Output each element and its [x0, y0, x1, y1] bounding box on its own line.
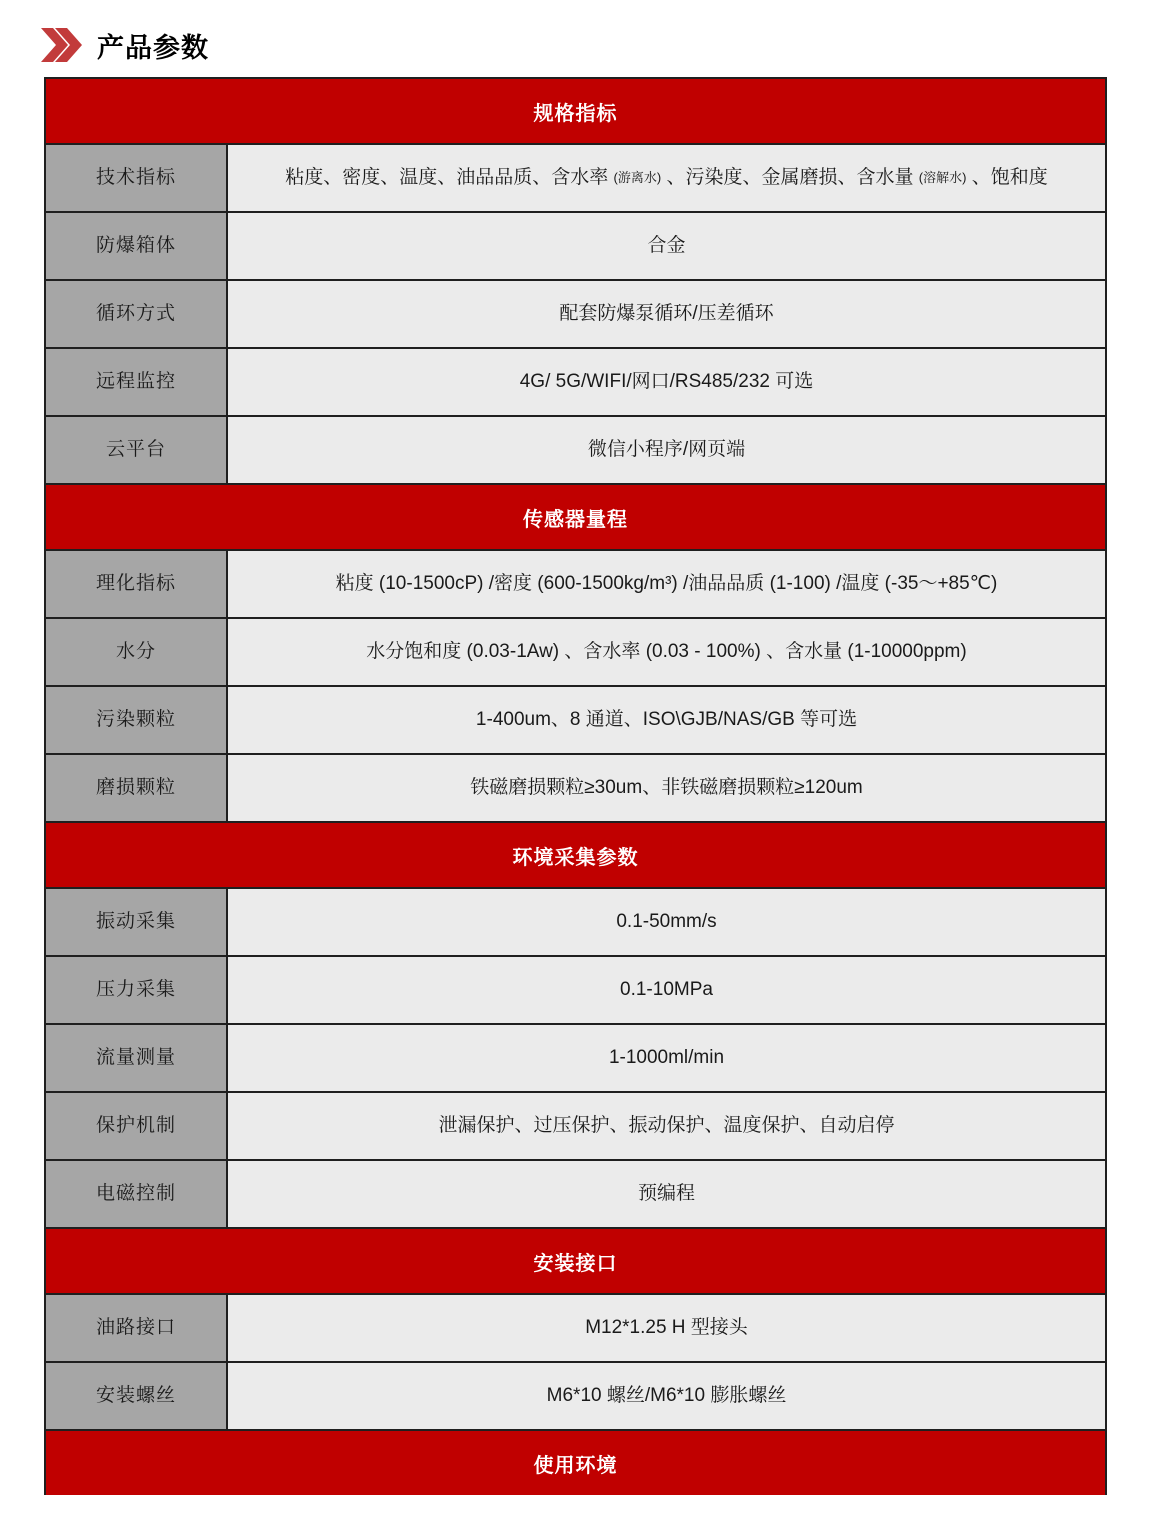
row-label: 电磁控制 — [46, 1161, 228, 1227]
row-label: 污染颗粒 — [46, 687, 228, 753]
table-row — [46, 753, 1105, 821]
double-chevron-right-icon — [40, 27, 82, 63]
section-header-label: 传感器量程 — [523, 508, 628, 531]
row-value: 1-400um、8 通道、ISO\GJB/NAS/GB 等可选 — [228, 687, 1105, 753]
row-value: 粘度 (10-1500cP) /密度 (600-1500kg/m³) /油品品质 (1-100) /温度 (-35～+85℃) — [228, 551, 1105, 617]
page-title: 产品参数 — [97, 32, 209, 63]
table-row — [46, 549, 1105, 617]
row-value: 1-1000ml/min — [228, 1025, 1105, 1091]
table-row — [46, 279, 1105, 347]
section-header-label: 安装接口 — [533, 1252, 618, 1275]
row-value: 0.1-10MPa — [228, 957, 1105, 1023]
row-value: 微信小程序/网页端 — [228, 417, 1105, 483]
row-label: 振动采集 — [46, 889, 228, 955]
page-header — [40, 26, 1149, 64]
row-label: 压力采集 — [46, 957, 228, 1023]
table-row — [46, 887, 1105, 955]
table-row — [46, 1023, 1105, 1091]
row-label: 循环方式 — [46, 281, 228, 347]
row-value-segment: 、饱和度 — [966, 167, 1048, 189]
row-value: 合金 — [228, 213, 1105, 279]
row-label: 油路接口 — [46, 1295, 228, 1361]
row-label: 磨损颗粒 — [46, 755, 228, 821]
table-row — [46, 955, 1105, 1023]
section-header-label: 规格指标 — [533, 102, 618, 125]
row-label: 水分 — [46, 619, 228, 685]
row-value-segment: 粘度、密度、温度、油品品质、含水率 — [285, 167, 614, 189]
row-label: 远程监控 — [46, 349, 228, 415]
table-row — [46, 685, 1105, 753]
row-label: 流量测量 — [46, 1025, 228, 1091]
row-label: 云平台 — [46, 417, 228, 483]
table-row — [46, 1293, 1105, 1361]
row-label: 技术指标 — [46, 145, 228, 211]
row-value: 预编程 — [228, 1161, 1105, 1227]
table-row — [46, 1361, 1105, 1429]
section-header — [46, 1227, 1105, 1293]
row-label: 理化指标 — [46, 551, 228, 617]
row-label: 防爆箱体 — [46, 213, 228, 279]
row-value-segment: 、污染度、金属磨损、含水量 — [661, 167, 919, 189]
table-row — [46, 143, 1105, 211]
table-row — [46, 211, 1105, 279]
row-value: M12*1.25 H 型接头 — [228, 1295, 1105, 1361]
row-value-small-segment: (溶解水) — [918, 170, 967, 186]
row-value-small-segment: (游离水) — [613, 170, 662, 186]
section-header — [46, 79, 1105, 143]
table-row — [46, 347, 1105, 415]
row-label: 安装螺丝 — [46, 1363, 228, 1429]
row-label: 保护机制 — [46, 1093, 228, 1159]
row-value: 4G/ 5G/WIFI/网口/RS485/232 可选 — [228, 349, 1105, 415]
table-row — [46, 1159, 1105, 1227]
row-value: 泄漏保护、过压保护、振动保护、温度保护、自动启停 — [228, 1093, 1105, 1159]
row-value: 配套防爆泵循环/压差循环 — [228, 281, 1105, 347]
section-header-label: 环境采集参数 — [512, 846, 639, 869]
row-value: 铁磁磨损颗粒≥30um、非铁磁磨损颗粒≥120um — [228, 755, 1105, 821]
table-row — [46, 1091, 1105, 1159]
row-value: M6*10 螺丝/M6*10 膨胀螺丝 — [228, 1363, 1105, 1429]
section-header-label: 使用环境 — [533, 1454, 618, 1477]
section-header — [46, 1429, 1105, 1495]
section-header — [46, 483, 1105, 549]
row-value: 水分饱和度 (0.03-1Aw) 、含水率 (0.03 - 100%) 、含水量 (1-10000ppm) — [228, 619, 1105, 685]
row-value — [228, 145, 1105, 211]
table-row — [46, 415, 1105, 483]
section-header — [46, 821, 1105, 887]
row-value: 0.1-50mm/s — [228, 889, 1105, 955]
table-row — [46, 617, 1105, 685]
product-spec-table — [44, 77, 1107, 1495]
